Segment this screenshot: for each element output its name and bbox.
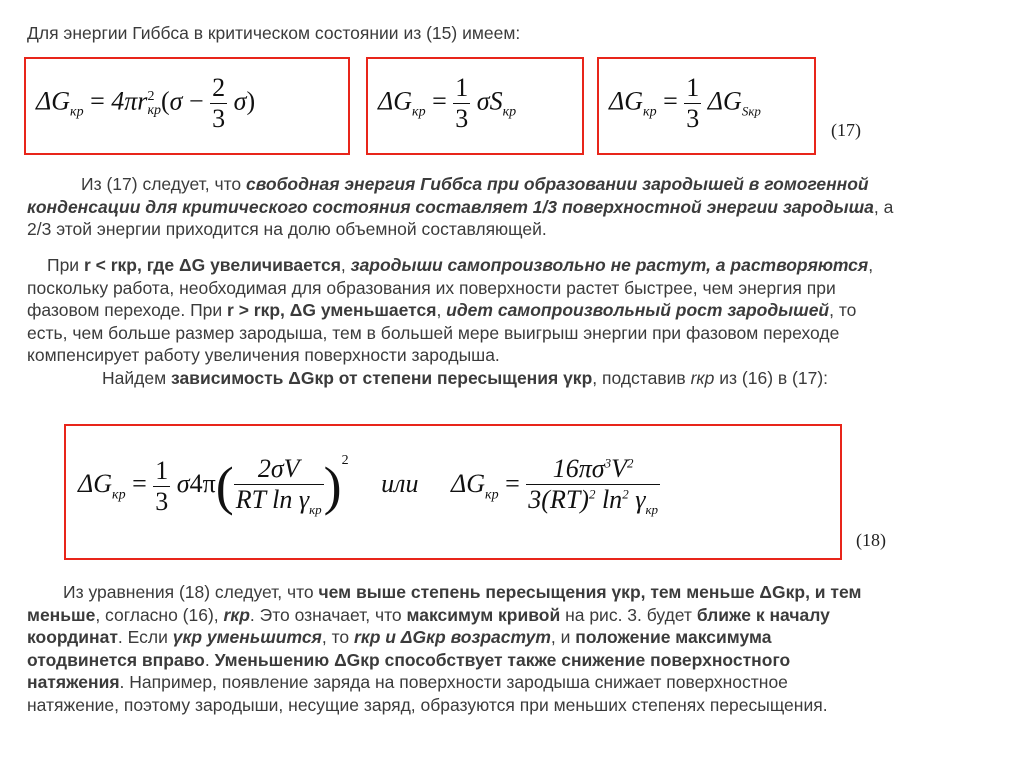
equation-number-18: (18) [856, 530, 886, 550]
paragraph-3: Из уравнения (18) следует, что чем выше степень пересыщения γкр, тем меньше ΔGкр, и тем меньше, согласно (16), rкр. Это означает, что максимум кривой на рис. 3. будет ближе к началу координат. Если γкр уменьшится, то rкр и ΔGкр возрастут, и положение максимума отодвинется вправо. Уменьшению ΔGкр способствует также снижение поверхностного натяжения. Например, появление заряда на поверхности зародыша снижает поверхностное натяжение, поэтому зародыши, несущие заряд, образуются при меньших степенях пересыщения. [27, 582, 862, 715]
equation-number-17: (17) [831, 120, 861, 140]
formula-gibbs-supersaturation: $\Delta G_{кр}$ = $\frac{1}{3}$ σ4π( $\frac{2\sigma V}{RT \ln \gamma_{кр}}$ )$^2$ или $\Delta G_{кр}$ = $\frac{16\pi\sigma^3V^2}{3(RT)^2 \ln^2 \gamma_{кр}}$ [78, 453, 659, 518]
paragraph-2: При r < rкр, где ΔG увеличивается, зародыши самопроизвольно не растут, а растворяются, поскольку работа, необходимая для образования их поверхности растет быстрее, чем энергия при фазовом переходе. При r > rкр, ΔG уменьшается, идет самопроизвольный рост зародышей, то есть, чем больше размер зародыша, тем в большей мере выигрыш энергии при фазовом переходе компенсирует работу увеличения поверхности зародыша. Найдем зависимость ΔGкр от степени пересыщения γкр, подставив rкр из (16) в (17): [27, 255, 874, 388]
formula-box-3 [597, 57, 816, 155]
formula-gibbs-surface: $\Delta G_{кр}$ = $\frac{1}{3}$ $\sigma S_{кр}$ [378, 73, 517, 133]
formula-box-1 [24, 57, 350, 155]
formula-gibbs-third: $\Delta G_{кр}$ = $\frac{1}{3}$ $\Delta G_{Sкр}$ [609, 73, 761, 133]
paragraph-1: Из (17) следует, что свободная энергия Гиббса при образовании зародышей в гомогенной конденсации для критического состояния составляет 1/3 поверхностной энергии зародыша, а 2/3 этой энергии приходится на долю объемной составляющей. [27, 174, 894, 239]
intro-text: Для энергии Гиббса в критическом состоянии из (15) имеем: [27, 23, 521, 43]
formula-box-2 [366, 57, 584, 155]
formula-box-18 [64, 424, 842, 560]
formula-gibbs-critical: $\Delta G_{кр} = 4\pi r$ 2 кр (σ − $\frac{2}{3}$ σ) [36, 73, 256, 133]
